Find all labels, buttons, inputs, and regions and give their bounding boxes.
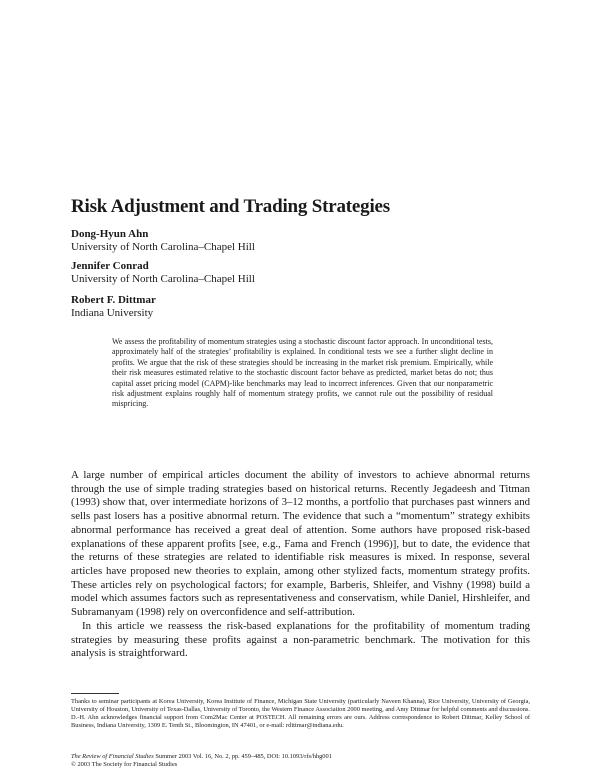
copyright-line: © 2003 The Society for Financial Studies bbox=[71, 761, 178, 768]
citation-details: Summer 2003 Vol. 16, No. 2, pp. 459–485, DOI: 10.1093/rfs/hhg001 bbox=[153, 753, 332, 760]
journal-citation bbox=[71, 753, 530, 769]
author-block bbox=[71, 260, 471, 286]
paper-title: Risk Adjustment and Trading Strategies bbox=[71, 196, 390, 217]
footnote: Thanks to seminar participants at Korea University, Korea Institute of Finance, Michigan State University (particularly Naveen Khanna), Rice University, University of Georgia, University of Houston, University of Texas-Dallas, University of Toronto, the Western Finance Association 2000 meeting, and Amy Dittmar for helpful comments and discussions. D.-H. Ahn acknowledges financial support from Com2Mac Center at POSTECH. All remaining errors are ours. Address correspondence to Robert Dittmar, Kelley School of Business, Indiana University, 1309 E. Tenth St., Bloomington, IN 47401, or e-mail: rdittmar@indiana.edu. bbox=[71, 698, 530, 730]
journal-name: The Review of Financial Studies bbox=[71, 753, 154, 760]
author-name: Dong-Hyun Ahn bbox=[71, 228, 149, 240]
author-name: Jennifer Conrad bbox=[71, 260, 149, 272]
author-block bbox=[71, 294, 471, 320]
author-name: Robert F. Dittmar bbox=[71, 294, 156, 306]
citation-line bbox=[71, 753, 530, 761]
author-affiliation: University of North Carolina–Chapel Hill bbox=[71, 273, 255, 285]
footnote-divider bbox=[71, 693, 119, 694]
body-paragraph-1: A large number of empirical articles document the ability of investors to achieve abnormal returns through the use of simple trading strategies based on historical returns. Recently Jegadeesh and Titman (1993) show that, over intermediate horizons of 3–12 months, a portfolio that purchases past winners and sells past losers has a positive abnormal return. The evidence that such a “momentum” strategy exhibits abnormal performance has received a great deal of attention. Some authors have proposed risk-based explanations of these apparent profits [see, e.g., Fama and French (1996)], but to date, the evidence that the returns of these strategies are related to identifiable risk measures is mixed. In response, several articles have proposed new theories to explain, among other stylized facts, momentum strategy profits. These articles rely on psychological factors; for example, Barberis, Shleifer, and Vishny (1998) build a model which assumes factors such as representativeness and conservatism, while Daniel, Hirshleifer, and Subramanyam (1998) rely on overconfidence and self-attribution. bbox=[71, 469, 530, 619]
body-paragraph-2: In this article we reassess the risk-based explanations for the profitability of momentum trading strategies by measuring these profits against a non-parametric benchmark. The motivation for this analysis is straightforward. bbox=[71, 620, 530, 660]
author-affiliation: University of North Carolina–Chapel Hill bbox=[71, 241, 255, 253]
author-affiliation: Indiana University bbox=[71, 307, 154, 319]
author-block bbox=[71, 228, 471, 254]
abstract: We assess the profitability of momentum strategies using a stochastic discount factor approach. In unconditional tests, approximately half of the strategies’ profitability is explained. In conditional tests we see a further slight decline in profits. We argue that the risk of these strategies should be increasing in the market risk premium. Empirically, while their risk measures estimated relative to the stochastic discount factor behave as predicted, market betas do not; thus capital asset pricing model (CAPM)-like benchmarks may lead to incorrect inferences. Given that our nonparametric risk adjustment explains roughly half of momentum strategy profits, we cannot rule out the possibility of residual mispricing. bbox=[112, 337, 493, 409]
